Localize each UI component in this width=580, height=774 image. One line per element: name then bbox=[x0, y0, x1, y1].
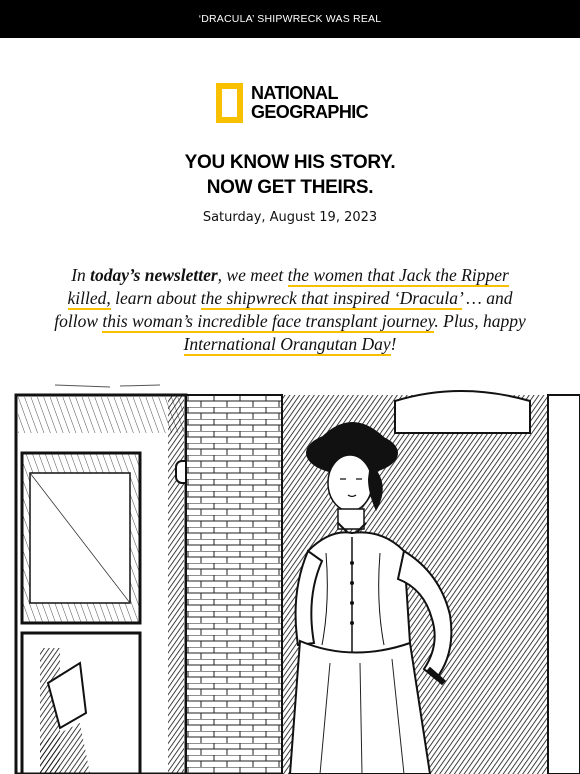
orangutan-day-link[interactable]: International Orangutan Day bbox=[183, 334, 391, 354]
headline-line-2: NOW GET THEIRS. bbox=[206, 177, 374, 198]
issue-date: Saturday, August 19, 2023 bbox=[202, 210, 378, 225]
newsletter-emphasis: today’s newsletter bbox=[90, 265, 218, 285]
headline-line-1: YOU KNOW HIS STORY. bbox=[184, 152, 396, 173]
intro-paragraph: In today’s newsletter, we meet the women that Jack the Ripper killed, learn about the shipwreck that inspired ‘Dracula’ … and follow this woman’s incredible face transplant journey. Plus, happy International Orangutan Day! bbox=[54, 265, 526, 354]
page-title bbox=[0, 150, 580, 200]
yellow-frame-icon bbox=[216, 83, 243, 123]
jack-the-ripper-link[interactable]: the women that Jack the Ripper killed, bbox=[67, 265, 509, 308]
national-geographic-logo[interactable] bbox=[216, 82, 368, 124]
face-transplant-link[interactable]: this woman’s incredible face transplant journey bbox=[102, 311, 435, 331]
dracula-shipwreck-link[interactable]: the shipwreck that inspired ‘Dracula’ bbox=[200, 288, 462, 308]
banner-text[interactable]: ‘DRACULA’ SHIPWRECK WAS REAL bbox=[198, 13, 382, 25]
top-banner[interactable] bbox=[0, 0, 580, 38]
logo-wordmark: NATIONAL GEOGRAPHIC bbox=[251, 83, 369, 122]
victorian-woman-engraving bbox=[0, 383, 580, 774]
hero-illustration[interactable] bbox=[0, 383, 580, 774]
